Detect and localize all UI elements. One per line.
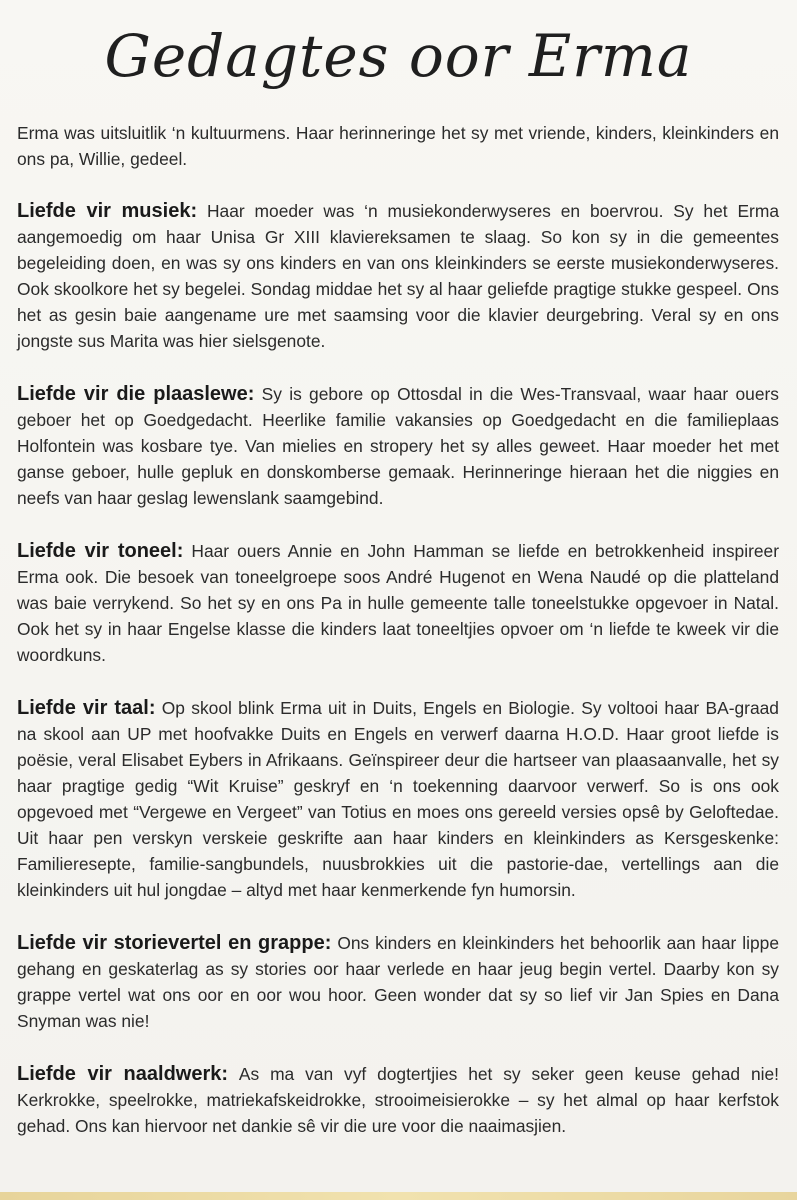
- section-heading: Liefde vir toneel:: [17, 540, 184, 562]
- section-heading: Liefde vir taal:: [17, 697, 156, 719]
- section-theatre: [17, 538, 779, 668]
- section-body: As ma van vyf dogtertjies het sy seker geen keuse gehad nie! Kerkrokke, speelrokke, matriekafskeidrokke, strooimeisierokke – sy het almal op haar kerfstok gehad. Ons kan hiervoor net dankie sê vir die ure voor die naaimasjien.: [17, 1064, 779, 1136]
- section-body: Haar ouers Annie en John Hamman se liefde en betrokkenheid inspireer Erma ook. Die besoek van toneelgroepe soos André Hugenot en Wena Naudé op die platteland was baie verrykend. So het sy en ons Pa in hulle gemeente talle toneelstukke opgevoer in Natal. Ook het sy in haar Engelse klasse die kinders laat toneeltjies opvoer om ‘n liefde te kweek vir die woordkuns.: [17, 541, 780, 665]
- section-body: Sy is gebore op Ottosdal in die Wes-Transvaal, waar haar ouers geboer het op Goedgedacht. Heerlike familie vakansies op Goedgedacht en die familieplaas Holfontein was kosbare tye. Van mielies en stropery het sy alles geweet. Haar moeder het met ganse geboer, hulle gepluk en donskomberse gemaak. Herinneringe hieraan het die niggies en neefs van haar geslag lewenslank saamgebind.: [17, 384, 779, 508]
- section-needlework: [17, 1061, 779, 1139]
- page-title: Gedagtes oor Erma: [104, 22, 693, 90]
- document-body: [17, 120, 779, 1166]
- section-heading: Liefde vir storievertel en grappe:: [17, 932, 332, 954]
- section-body: Haar moeder was ‘n musiekonderwyseres en boervrou. Sy het Erma aangemoedig om haar Unisa Gr XIII klaviereksamen te slaag. So kon sy in die gemeentes begeleiding doen, en was sy ons kinders en van ons kleinkinders se eerste musiekonderwyseres. Ook skoolkore het sy begelei. Sondag middae het sy al haar geliefde pragtige stukke gespeel. Ons het as gesin baie aangename ure met saamsing voor die klavier deurgebring. Veral sy en ons jongste sus Marita was hier sielsgenote.: [17, 201, 779, 351]
- section-heading: Liefde vir die plaaslewe:: [17, 383, 255, 405]
- section-body: Ons kinders en kleinkinders het behoorlik aan haar lippe gehang en geskaterlag as sy stories oor haar verlede en haar jeug begin vertel. Daarby kon sy grappe vertel wat ons oor en oor wou hoor. Geen wonder dat sy so lief vir Jan Spies en Dana Snyman was nie!: [17, 933, 779, 1031]
- section-music: [17, 198, 779, 354]
- section-storytelling: [17, 930, 779, 1034]
- section-language: [17, 695, 779, 903]
- section-heading: Liefde vir musiek:: [17, 200, 198, 222]
- bottom-border: [0, 1192, 797, 1200]
- section-heading: Liefde vir naaldwerk:: [17, 1063, 229, 1085]
- section-farm-life: [17, 381, 779, 511]
- section-body: Op skool blink Erma uit in Duits, Engels en Biologie. Sy voltooi haar BA-graad na skool aan UP met hoofvakke Duits en Engels en verwerf daarna H.O.D. Haar groot liefde is poësie, veral Elisabet Eybers in Afrikaans. Geïnspireer deur die hartseer van plaasaanvalle, het sy haar pragtige gedig “Wit Kruise” geskryf en ‘n toekenning daarvoor verwerf. So is ons ook opgevoed met “Vergewe en Vergeet” van Totius en moes ons gereeld versies opsê by Geloftedae. Uit haar pen verskyn verskeie geskrifte aan haar kinders en kleinkinders as Kersgeskenke: Familieresepte, familie-sangbundels, nuusbrokkies uit die pastorie-dae, vertellings aan die kleinkinders uit hul jongdae – altyd met haar kenmerkende fyn humorsin.: [17, 698, 779, 900]
- intro-paragraph: Erma was uitsluitlik ‘n kultuurmens. Haar herinneringe het sy met vriende, kinders, kleinkinders en ons pa, Willie, gedeel.: [17, 123, 779, 169]
